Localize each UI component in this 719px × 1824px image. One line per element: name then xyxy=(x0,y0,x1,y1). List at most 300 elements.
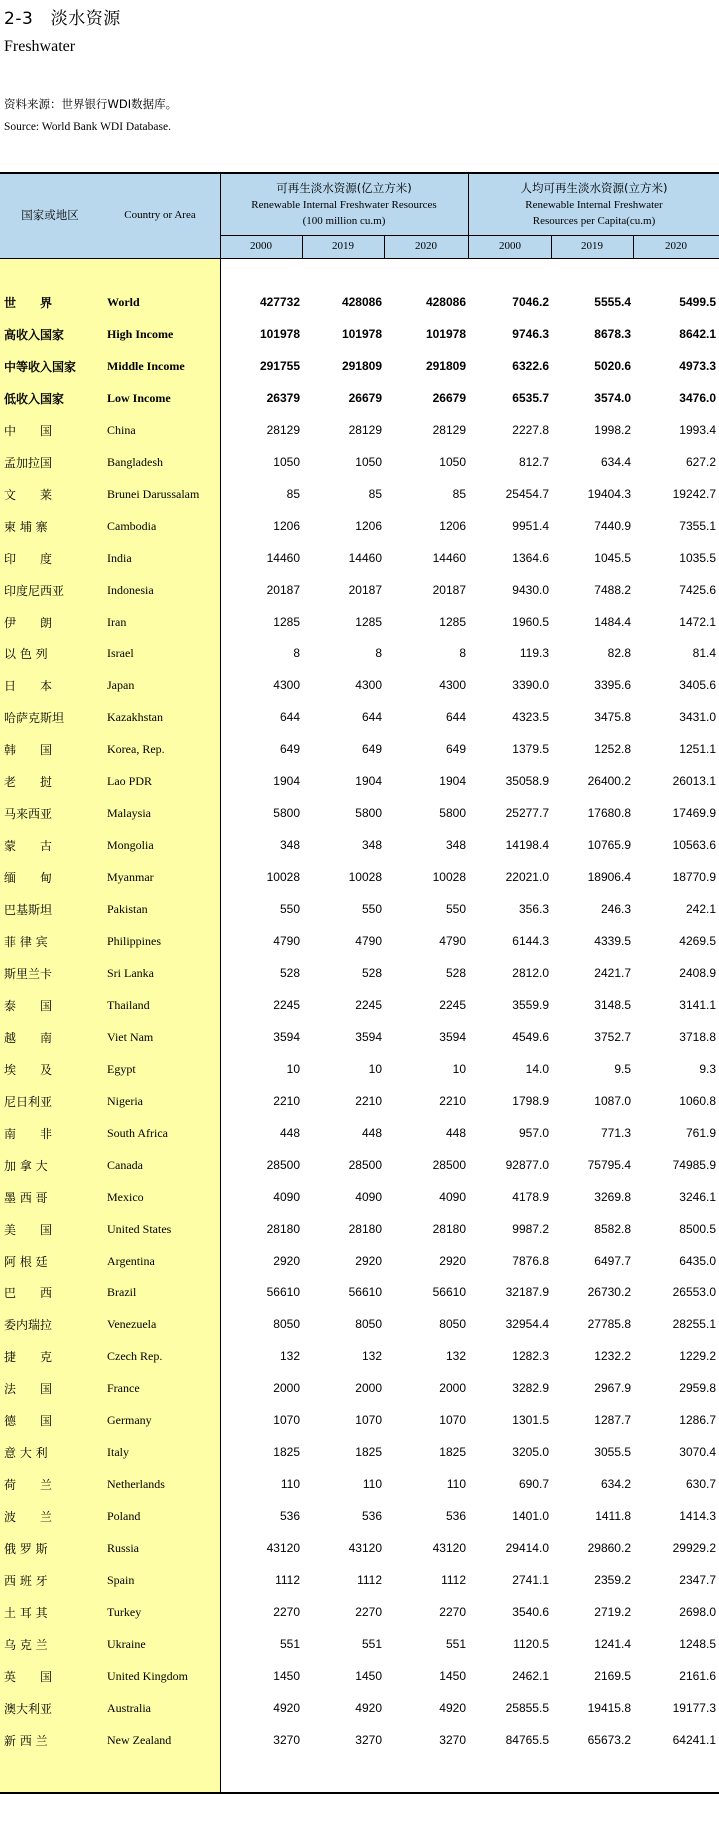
table-bottom-rule xyxy=(0,1792,719,1794)
value-cell: 1998.2 xyxy=(594,423,631,437)
header-group1-cn: 可再生淡水资源(亿立方米) xyxy=(276,181,412,195)
value-cell: 4300 xyxy=(355,678,382,692)
country-name-cn: 波 兰 xyxy=(4,1510,53,1524)
country-name-cn: 乌 克 兰 xyxy=(4,1638,48,1652)
value-cell: 3718.8 xyxy=(679,1030,716,1044)
country-name-en: Indonesia xyxy=(107,583,154,597)
value-cell: 1287.7 xyxy=(594,1413,631,1427)
country-name-en: India xyxy=(107,551,132,565)
country-name-en: Sri Lanka xyxy=(107,966,154,980)
value-cell: 2920 xyxy=(273,1254,300,1268)
table-row xyxy=(0,1245,719,1277)
value-cell: 101978 xyxy=(259,327,300,341)
country-name-cn: 文 莱 xyxy=(4,488,53,502)
value-cell: 6322.6 xyxy=(512,359,549,373)
country-name-en: Iran xyxy=(107,615,127,629)
country-name-cn: 泰 国 xyxy=(4,999,53,1013)
country-name-en: Poland xyxy=(107,1509,141,1523)
value-cell: 1070 xyxy=(439,1413,466,1427)
value-cell: 1825 xyxy=(355,1445,382,1459)
table-row xyxy=(0,318,719,350)
value-cell: 1251.1 xyxy=(679,742,716,756)
value-cell: 3070.4 xyxy=(679,1445,716,1459)
value-cell: 14198.4 xyxy=(505,838,549,852)
value-cell: 1229.2 xyxy=(679,1349,716,1363)
value-cell: 10028 xyxy=(266,870,300,884)
value-cell: 8582.8 xyxy=(594,1222,631,1236)
value-cell: 81.4 xyxy=(692,646,716,660)
value-cell: 4269.5 xyxy=(679,934,716,948)
country-name-en: World xyxy=(107,295,140,309)
value-cell: 28129 xyxy=(266,423,300,437)
value-cell: 1070 xyxy=(273,1413,300,1427)
value-cell: 4790 xyxy=(439,934,466,948)
value-cell: 32187.9 xyxy=(505,1285,549,1299)
value-cell: 2741.1 xyxy=(512,1573,549,1587)
table-row xyxy=(0,1213,719,1245)
value-cell: 448 xyxy=(361,1126,382,1140)
country-name-en: United Kingdom xyxy=(107,1669,188,1683)
value-cell: 101978 xyxy=(425,327,466,341)
value-cell: 1825 xyxy=(273,1445,300,1459)
value-cell: 1484.4 xyxy=(594,615,631,629)
value-cell: 26553.0 xyxy=(672,1285,716,1299)
table-row xyxy=(0,925,719,957)
value-cell: 2210 xyxy=(439,1094,466,1108)
value-cell: 3540.6 xyxy=(512,1605,549,1619)
value-cell: 8500.5 xyxy=(679,1222,716,1236)
table-row xyxy=(0,1628,719,1660)
value-cell: 1112 xyxy=(357,1573,382,1587)
country-name-cn: 斯里兰卡 xyxy=(4,967,53,981)
value-cell: 1282.3 xyxy=(512,1349,549,1363)
value-cell: 4300 xyxy=(439,678,466,692)
value-cell: 26400.2 xyxy=(587,774,631,788)
value-cell: 1070 xyxy=(355,1413,382,1427)
value-cell: 19177.3 xyxy=(672,1701,716,1715)
country-name-cn: 印度尼西亚 xyxy=(4,584,65,598)
value-cell: 5800 xyxy=(439,806,466,820)
country-name-cn: 尼日利亚 xyxy=(4,1095,53,1109)
value-cell: 1301.5 xyxy=(512,1413,549,1427)
value-cell: 14460 xyxy=(348,551,382,565)
country-name-en: Philippines xyxy=(107,934,162,948)
value-cell: 9746.3 xyxy=(512,327,549,341)
country-name-en: Myanmar xyxy=(107,870,154,884)
value-cell: 85 xyxy=(286,487,300,501)
value-cell: 3270 xyxy=(439,1733,466,1747)
table-row xyxy=(0,1500,719,1532)
value-cell: 1120.5 xyxy=(513,1637,549,1651)
value-cell: 4790 xyxy=(273,934,300,948)
value-cell: 9.3 xyxy=(699,1062,716,1076)
value-cell: 8050 xyxy=(355,1317,382,1331)
country-name-cn: 德 国 xyxy=(4,1414,53,1428)
value-cell: 9987.2 xyxy=(512,1222,549,1236)
value-cell: 4300 xyxy=(273,678,300,692)
value-cell: 448 xyxy=(279,1126,300,1140)
value-cell: 1379.5 xyxy=(512,742,549,756)
year-header: 2020 xyxy=(415,240,437,252)
value-cell: 35058.9 xyxy=(505,774,549,788)
country-name-en: Israel xyxy=(107,646,134,660)
table-row xyxy=(0,414,719,446)
header-group2-cn: 人均可再生淡水资源(立方米) xyxy=(520,181,668,195)
value-cell: 649 xyxy=(445,742,466,756)
value-cell: 2719.2 xyxy=(594,1605,631,1619)
value-cell: 428086 xyxy=(341,295,382,309)
value-cell: 551 xyxy=(279,1637,300,1651)
value-cell: 291755 xyxy=(259,359,300,373)
value-cell: 3574.0 xyxy=(594,391,631,405)
value-cell: 1060.8 xyxy=(679,1094,716,1108)
value-cell: 17680.8 xyxy=(587,806,631,820)
country-name-cn: 马来西亚 xyxy=(4,807,53,821)
country-name-en: Australia xyxy=(107,1701,151,1715)
value-cell: 22021.0 xyxy=(505,870,549,884)
value-cell: 246.3 xyxy=(600,902,631,916)
value-cell: 1050 xyxy=(355,455,382,469)
country-name-cn: 俄 罗 斯 xyxy=(4,1542,48,1556)
value-cell: 7488.2 xyxy=(594,583,631,597)
value-cell: 1904 xyxy=(355,774,382,788)
table-row xyxy=(0,606,719,638)
value-cell: 4339.5 xyxy=(594,934,631,948)
value-cell: 550 xyxy=(445,902,466,916)
value-cell: 528 xyxy=(279,966,300,980)
value-cell: 1241.4 xyxy=(594,1637,631,1651)
value-cell: 428086 xyxy=(425,295,466,309)
table-row xyxy=(0,542,719,574)
value-cell: 761.9 xyxy=(685,1126,716,1140)
value-cell: 427732 xyxy=(259,295,300,309)
value-cell: 28180 xyxy=(266,1222,300,1236)
table-row xyxy=(0,1149,719,1181)
country-name-en: Middle Income xyxy=(107,359,185,373)
value-cell: 110 xyxy=(446,1477,466,1491)
table-row xyxy=(0,574,719,606)
value-cell: 1286.7 xyxy=(679,1413,716,1427)
table-row xyxy=(0,1404,719,1436)
value-cell: 3594 xyxy=(273,1030,300,1044)
country-name-en: South Africa xyxy=(107,1126,168,1140)
country-name-en: Japan xyxy=(107,678,135,692)
table-row xyxy=(0,350,719,382)
value-cell: 1206 xyxy=(439,519,466,533)
value-cell: 6497.7 xyxy=(594,1254,631,1268)
value-cell: 2161.6 xyxy=(679,1669,716,1683)
country-name-en: Spain xyxy=(107,1573,135,1587)
value-cell: 1285 xyxy=(273,615,300,629)
country-name-en: Ukraine xyxy=(107,1637,146,1651)
page-title-en: Freshwater xyxy=(4,38,76,55)
header-year-rule xyxy=(220,235,719,236)
country-name-cn: 越 南 xyxy=(4,1031,53,1045)
value-cell: 3594 xyxy=(355,1030,382,1044)
country-name-en: Mongolia xyxy=(107,838,154,852)
table-row xyxy=(0,1564,719,1596)
value-cell: 132 xyxy=(361,1349,382,1363)
value-cell: 957.0 xyxy=(518,1126,549,1140)
value-cell: 2270 xyxy=(355,1605,382,1619)
value-cell: 25277.7 xyxy=(505,806,549,820)
country-name-cn: 韩 国 xyxy=(4,743,53,757)
value-cell: 2959.8 xyxy=(679,1381,716,1395)
value-cell: 5800 xyxy=(355,806,382,820)
value-cell: 43120 xyxy=(432,1541,466,1555)
country-name-cn: 美 国 xyxy=(4,1223,53,1237)
value-cell: 4973.3 xyxy=(679,359,716,373)
value-cell: 1252.8 xyxy=(594,742,631,756)
value-cell: 1904 xyxy=(439,774,466,788)
table-row xyxy=(0,669,719,701)
value-cell: 1904 xyxy=(273,774,300,788)
country-name-en: Venezuela xyxy=(107,1317,157,1331)
value-cell: 74985.9 xyxy=(672,1158,716,1172)
year-divider xyxy=(384,235,385,258)
value-cell: 1087.0 xyxy=(594,1094,631,1108)
value-cell: 644 xyxy=(279,710,300,724)
value-cell: 536 xyxy=(279,1509,300,1523)
country-name-en: Kazakhstan xyxy=(107,710,163,724)
value-cell: 18906.4 xyxy=(587,870,631,884)
country-name-en: Czech Rep. xyxy=(107,1349,163,1363)
country-name-cn: 法 国 xyxy=(4,1382,53,1396)
value-cell: 3205.0 xyxy=(512,1445,549,1459)
table-row xyxy=(0,1181,719,1213)
table-row xyxy=(0,446,719,478)
country-name-cn: 中 国 xyxy=(4,424,53,438)
value-cell: 28500 xyxy=(348,1158,382,1172)
value-cell: 1825 xyxy=(439,1445,466,1459)
value-cell: 4090 xyxy=(273,1190,300,1204)
value-cell: 28129 xyxy=(432,423,466,437)
value-cell: 20187 xyxy=(266,583,300,597)
country-name-en: Italy xyxy=(107,1445,129,1459)
value-cell: 8678.3 xyxy=(594,327,631,341)
country-name-cn: 蒙 古 xyxy=(4,839,53,853)
country-name-cn: 埃 及 xyxy=(4,1063,53,1077)
value-cell: 2698.0 xyxy=(679,1605,716,1619)
country-name-en: United States xyxy=(107,1222,172,1236)
value-cell: 43120 xyxy=(348,1541,382,1555)
country-name-en: Low Income xyxy=(107,391,171,405)
value-cell: 85 xyxy=(368,487,382,501)
value-cell: 10028 xyxy=(348,870,382,884)
value-cell: 2210 xyxy=(355,1094,382,1108)
value-cell: 551 xyxy=(361,1637,382,1651)
country-name-cn: 伊 朗 xyxy=(4,616,53,630)
value-cell: 8642.1 xyxy=(679,327,716,341)
value-cell: 28255.1 xyxy=(672,1317,716,1331)
value-cell: 2245 xyxy=(439,998,466,1012)
value-cell: 65673.2 xyxy=(587,1733,631,1747)
value-cell: 132 xyxy=(279,1349,300,1363)
value-cell: 2270 xyxy=(273,1605,300,1619)
value-cell: 7425.6 xyxy=(679,583,716,597)
value-cell: 4920 xyxy=(273,1701,300,1715)
value-cell: 627.2 xyxy=(685,455,716,469)
table-row xyxy=(0,1468,719,1500)
value-cell: 550 xyxy=(361,902,382,916)
value-cell: 6535.7 xyxy=(512,391,549,405)
year-divider xyxy=(551,235,552,258)
table-row xyxy=(0,1372,719,1404)
table-row xyxy=(0,1340,719,1372)
value-cell: 132 xyxy=(445,1349,466,1363)
value-cell: 26730.2 xyxy=(587,1285,631,1299)
value-cell: 1285 xyxy=(439,615,466,629)
country-name-en: Turkey xyxy=(107,1605,142,1619)
value-cell: 2210 xyxy=(273,1094,300,1108)
country-name-en: Germany xyxy=(107,1413,152,1427)
country-name-en: New Zealand xyxy=(107,1733,172,1747)
value-cell: 1112 xyxy=(275,1573,300,1587)
value-cell: 1050 xyxy=(439,455,466,469)
table-row xyxy=(0,957,719,989)
table-row xyxy=(0,510,719,542)
value-cell: 3246.1 xyxy=(679,1190,716,1204)
value-cell: 550 xyxy=(279,902,300,916)
value-cell: 10765.9 xyxy=(587,838,631,852)
value-cell: 1206 xyxy=(355,519,382,533)
value-cell: 7355.1 xyxy=(679,519,716,533)
country-name-cn: 意 大 利 xyxy=(4,1446,48,1460)
value-cell: 1450 xyxy=(355,1669,382,1683)
value-cell: 28180 xyxy=(432,1222,466,1236)
value-cell: 771.3 xyxy=(600,1126,631,1140)
value-cell: 644 xyxy=(445,710,466,724)
value-cell: 2462.1 xyxy=(512,1669,549,1683)
value-cell: 4090 xyxy=(439,1190,466,1204)
value-cell: 4920 xyxy=(355,1701,382,1715)
value-cell: 6144.3 xyxy=(512,934,549,948)
country-name-cn: 新 西 兰 xyxy=(4,1734,48,1748)
header-bottom-rule xyxy=(0,258,719,259)
value-cell: 2245 xyxy=(355,998,382,1012)
country-name-cn: 日 本 xyxy=(4,679,53,693)
country-name-cn: 巴基斯坦 xyxy=(4,903,53,917)
value-cell: 25454.7 xyxy=(505,487,549,501)
table-row xyxy=(0,1724,719,1756)
value-cell: 528 xyxy=(445,966,466,980)
country-name-en: Korea, Rep. xyxy=(107,742,165,756)
header-group2-en2: Resources per Capita(cu.m) xyxy=(532,215,656,227)
value-cell: 1285 xyxy=(355,615,382,629)
value-cell: 1960.5 xyxy=(512,615,549,629)
table-row xyxy=(0,1117,719,1149)
value-cell: 9.5 xyxy=(614,1062,631,1076)
year-divider xyxy=(633,235,634,258)
country-name-en: Egypt xyxy=(107,1062,136,1076)
value-cell: 27785.8 xyxy=(587,1317,631,1331)
group-divider xyxy=(468,174,469,258)
value-cell: 1206 xyxy=(273,519,300,533)
value-cell: 43120 xyxy=(266,1541,300,1555)
value-cell: 7876.8 xyxy=(512,1254,549,1268)
country-name-en: France xyxy=(107,1381,140,1395)
table-row xyxy=(0,637,719,669)
value-cell: 28180 xyxy=(348,1222,382,1236)
year-header: 2000 xyxy=(499,240,521,252)
value-cell: 9951.4 xyxy=(512,519,549,533)
value-cell: 2812.0 xyxy=(512,966,549,980)
header-country-cn: 国家或地区 xyxy=(21,208,79,222)
country-name-en: Malaysia xyxy=(107,806,151,820)
country-name-cn: 世 界 xyxy=(4,296,53,310)
table-row xyxy=(0,1660,719,1692)
value-cell: 84765.5 xyxy=(505,1733,549,1747)
table-row xyxy=(0,286,719,318)
country-name-en: Bangladesh xyxy=(107,455,163,469)
value-cell: 18770.9 xyxy=(672,870,716,884)
country-name-cn: 西 班 牙 xyxy=(4,1574,48,1588)
value-cell: 348 xyxy=(361,838,382,852)
table-row xyxy=(0,1021,719,1053)
value-cell: 1450 xyxy=(439,1669,466,1683)
value-cell: 3148.5 xyxy=(594,998,631,1012)
value-cell: 8 xyxy=(459,646,466,660)
table-row xyxy=(0,1085,719,1117)
source-note-en: Source: World Bank WDI Database. xyxy=(4,121,171,133)
value-cell: 1414.3 xyxy=(679,1509,716,1523)
value-cell: 2920 xyxy=(439,1254,466,1268)
value-cell: 19415.8 xyxy=(587,1701,631,1715)
value-cell: 356.3 xyxy=(518,902,549,916)
table-row xyxy=(0,861,719,893)
value-cell: 649 xyxy=(279,742,300,756)
header-group1-en1: Renewable Internal Freshwater Resources xyxy=(251,199,437,211)
value-cell: 5800 xyxy=(273,806,300,820)
value-cell: 28500 xyxy=(266,1158,300,1172)
value-cell: 348 xyxy=(445,838,466,852)
value-cell: 25855.5 xyxy=(505,1701,549,1715)
country-name-en: Netherlands xyxy=(107,1477,165,1491)
country-name-cn: 孟加拉国 xyxy=(4,456,53,470)
value-cell: 10563.6 xyxy=(672,838,716,852)
value-cell: 14460 xyxy=(432,551,466,565)
value-cell: 3282.9 xyxy=(512,1381,549,1395)
country-name-cn: 缅 甸 xyxy=(4,871,53,885)
value-cell: 10 xyxy=(368,1062,382,1076)
value-cell: 9430.0 xyxy=(512,583,549,597)
value-cell: 2000 xyxy=(355,1381,382,1395)
value-cell: 4920 xyxy=(439,1701,466,1715)
value-cell: 7046.2 xyxy=(512,295,549,309)
year-header: 2000 xyxy=(250,240,272,252)
value-cell: 291809 xyxy=(425,359,466,373)
value-cell: 29414.0 xyxy=(505,1541,549,1555)
value-cell: 1450 xyxy=(273,1669,300,1683)
value-cell: 8050 xyxy=(439,1317,466,1331)
value-cell: 2408.9 xyxy=(679,966,716,980)
value-cell: 3559.9 xyxy=(512,998,549,1012)
value-cell: 2227.8 xyxy=(512,423,549,437)
value-cell: 10 xyxy=(452,1062,466,1076)
value-cell: 1993.4 xyxy=(679,423,716,437)
country-name-cn: 以 色 列 xyxy=(4,647,48,661)
value-cell: 82.8 xyxy=(607,646,631,660)
value-cell: 1248.5 xyxy=(679,1637,716,1651)
value-cell: 110 xyxy=(280,1477,300,1491)
value-cell: 2421.7 xyxy=(594,966,631,980)
country-name-en: High Income xyxy=(107,327,174,341)
value-cell: 10028 xyxy=(432,870,466,884)
table-row xyxy=(0,382,719,414)
year-header: 2019 xyxy=(332,240,354,252)
value-cell: 448 xyxy=(445,1126,466,1140)
table-row xyxy=(0,1276,719,1308)
